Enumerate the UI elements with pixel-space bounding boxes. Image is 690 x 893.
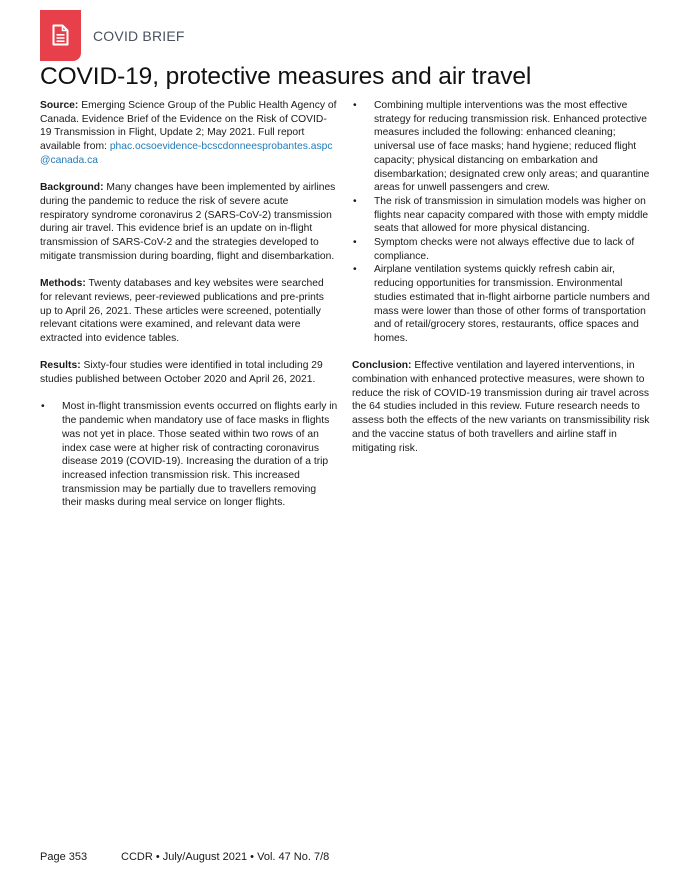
covid-brief-badge	[40, 10, 81, 61]
bullet-icon: •	[353, 237, 357, 249]
page-title: COVID-19, protective measures and air travel	[40, 63, 532, 90]
results-bullet-list-continued	[352, 99, 652, 346]
journal-citation: CCDR • July/August 2021 • Vol. 47 No. 7/8	[121, 851, 330, 863]
results-paragraph	[40, 359, 338, 386]
source-label: Source:	[40, 100, 79, 111]
methods-text: Twenty databases and key websites were searched for relevant reviews, peer-reviewed publications and pre-prints up to April 26, 2021. These articles were screened, potentially relevant citations were examined, and relevant data were extracted into evidence tables.	[40, 278, 324, 344]
background-label: Background:	[40, 182, 104, 194]
methods-label: Methods:	[40, 278, 86, 290]
background-text: Many changes have been implemented by airlines during the pandemic to reduce the risk of severe acute respiratory syndrome coronavirus 2 (SARS-CoV-2) transmission during air travel. This evidence brief is an update on in-flight transmission of SARS-CoV-2 and the strategies developed to mitigate transmission during boarding, flight and disembarkation.	[40, 182, 336, 262]
page-number: Page 353	[40, 851, 88, 863]
conclusion-label: Conclusion:	[352, 360, 412, 372]
bullet-icon: •	[353, 264, 357, 276]
results-bullet: • Most in-flight transmission events occurred on flights early in the pandemic when mandatory use of face masks in flights was not yet in place. Those seated within two rows of an index case were at higher risk of contracting coronavirus disease 2019 (COVID-19). Increasing the duration of a trip increased infection transmission risk. This increased transmission may be partially due to travellers removing their masks during meal service on longer flights.	[41, 401, 338, 509]
results-text: Sixty-four studies were identified in total including 29 studies published between October 2020 and April 26, 2021.	[40, 360, 323, 386]
bullet-icon: •	[41, 401, 45, 413]
results-bullet: • The risk of transmission in simulation models was higher on flights near capacity compared with those with empty middle seats that allowed for more physical distancing.	[353, 195, 649, 235]
conclusion-paragraph	[352, 359, 652, 455]
results-bullet-list	[40, 400, 338, 510]
source-text: Emerging Science Group of the Public Health Agency of Canada. Evidence Brief of the Evidence on the Risk of COVID-19 Transmission in Flight, Update 2; May 2021. Full report available from:	[40, 100, 337, 153]
left-column	[40, 99, 338, 524]
background-paragraph	[40, 181, 338, 263]
results-bullet: • Symptom checks were not always effective due to lack of compliance.	[353, 237, 635, 262]
conclusion-text: Effective ventilation and layered interventions, in combination with enhanced protective measures, were shown to reduce the risk of COVID-19 transmission during air travel across the 64 studies included in this review. Future research needs to assess both the effects of the new variants on transmissibility risk and the vaccine status of both travellers and airline staff in mitigating risk.	[352, 360, 650, 454]
report-email-link[interactable]: phac.ocsoevidence-bcscdonneesprobantes.aspc@canada.ca	[40, 141, 333, 166]
methods-paragraph	[40, 277, 338, 346]
results-label: Results:	[40, 360, 81, 372]
document-icon	[52, 24, 69, 46]
bullet-icon: •	[353, 195, 357, 207]
bullet-icon: •	[353, 100, 357, 111]
results-bullet: • Airplane ventilation systems quickly refresh cabin air, reducing opportunities for transmission. Environmental studies estimated that in-flight airborne particle numbers and mass were lower than those of other forms of transportation and of retail/grocery stores, restaurants, office spaces and homes.	[353, 264, 650, 344]
source-paragraph	[40, 99, 338, 168]
section-label: COVID BRIEF	[93, 28, 185, 44]
right-column	[352, 99, 652, 469]
results-bullet: • Combining multiple interventions was the most effective strategy for reducing transmission risk. Enhanced protective measures included the following: enhanced cleaning; universal use of face masks; hand hygiene; reduced flight capacity; physical distancing on embarkation and disembarkation; designated crew only areas; and quarantine areas for unwell passengers and crew.	[353, 100, 650, 194]
